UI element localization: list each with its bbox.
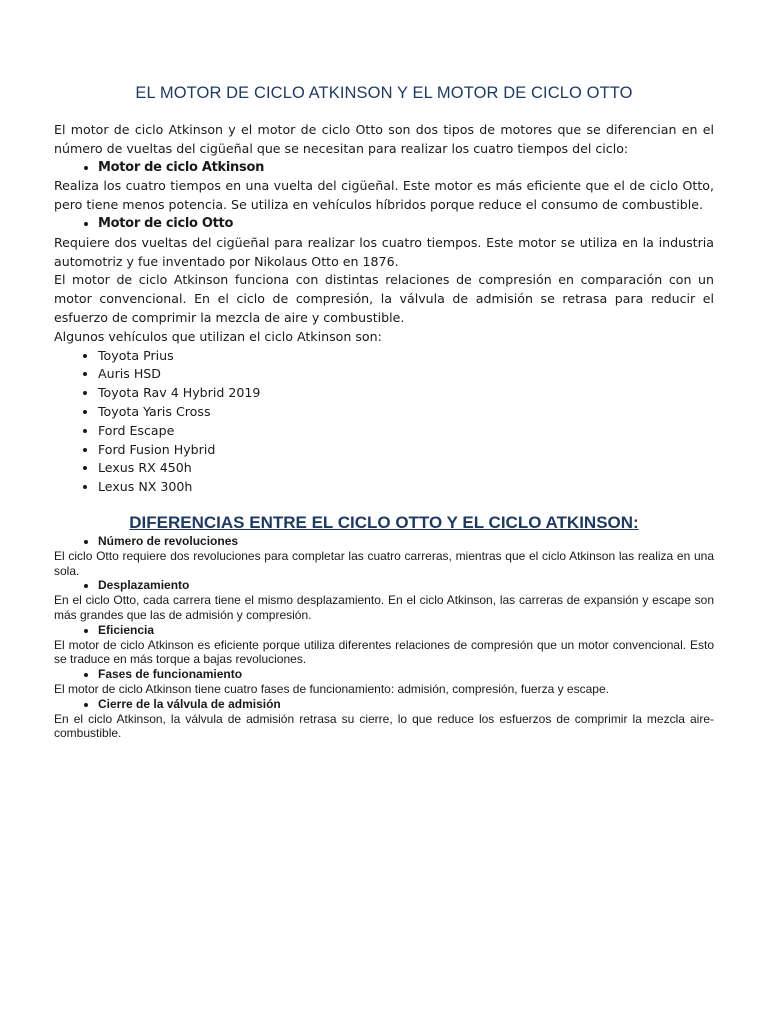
difference-heading-list: [54, 623, 714, 638]
difference-text: El ciclo Otto requiere dos revoluciones para completar las cuatro carreras, mientras que el ciclo Atkinson las realiza en una sola.: [54, 548, 714, 578]
difference-heading-list: [54, 578, 714, 593]
differences-title: DIFERENCIAS ENTRE EL CICLO OTTO Y EL CICLO ATKINSON:: [129, 513, 639, 532]
vehicle-item: • Lexus NX 300h: [98, 478, 714, 497]
difference-heading: • Desplazamiento: [98, 578, 714, 593]
difference-text: En el ciclo Atkinson, la válvula de admisión retrasa su cierre, lo que reduce los esfuerzos de comprimir la mezcla aire-combustible.: [54, 711, 714, 741]
intro-section: [54, 121, 714, 497]
vehicle-item: • Toyota Rav 4 Hybrid 2019: [98, 384, 714, 403]
vehicles-list: [54, 347, 714, 497]
difference-heading: • Eficiencia: [98, 623, 714, 638]
otto-heading-list: [54, 215, 714, 234]
compression-paragraph: El motor de ciclo Atkinson funciona con distintas relaciones de compresión en comparación con un motor convencional. En el ciclo de compresión, la válvula de admisión se retrasa para reducir el esfuerzo de comprimir la mezcla de aire y combustible.: [54, 272, 714, 325]
difference-heading: • Número de revoluciones: [98, 534, 714, 549]
vehicle-item: • Auris HSD: [98, 365, 714, 384]
vehicle-item: • Lexus RX 450h: [98, 459, 714, 478]
difference-heading: • Cierre de la válvula de admisión: [98, 697, 714, 712]
otto-paragraph: Requiere dos vueltas del cigüeñal para realizar los cuatro tiempos. Este motor se utiliza en la industria automotriz y fue inventado por Nikolaus Otto en 1876.: [54, 234, 714, 269]
difference-text: El motor de ciclo Atkinson es eficiente porque utiliza diferentes relaciones de compresión que un motor convencional. Esto se traduce en más torque a bajas revoluciones.: [54, 637, 714, 667]
vehicle-item: • Toyota Prius: [98, 347, 714, 366]
vehicle-item: • Ford Escape: [98, 422, 714, 441]
vehicles-intro: Algunos vehículos que utilizan el ciclo Atkinson son:: [54, 328, 382, 344]
difference-heading-list: [54, 667, 714, 682]
document-title: EL MOTOR DE CICLO ATKINSON Y EL MOTOR DE CICLO OTTO: [135, 84, 633, 102]
difference-text: En el ciclo Otto, cada carrera tiene el mismo desplazamiento. En el ciclo Atkinson, las carreras de expansión y escape son más grandes que las de admisión y compresión.: [54, 593, 714, 622]
intro-paragraph: El motor de ciclo Atkinson y el motor de ciclo Otto son dos tipos de motores que se diferencian en el número de vueltas del cigüeñal que se necesitan para realizar los cuatro tiempos del ciclo:: [54, 122, 714, 156]
atkinson-heading-list: [54, 159, 714, 178]
difference-text: El motor de ciclo Atkinson tiene cuatro fases de funcionamiento: admisión, compresión, fuerza y escape.: [54, 681, 609, 696]
otto-heading: • Motor de ciclo Otto: [98, 215, 714, 234]
difference-heading-list: [54, 534, 714, 549]
difference-heading-list: [54, 697, 714, 712]
differences-section: [54, 534, 714, 741]
vehicle-item: • Ford Fusion Hybrid: [98, 441, 714, 460]
atkinson-heading: • Motor de ciclo Atkinson: [98, 159, 714, 178]
difference-heading: • Fases de funcionamiento: [98, 667, 714, 682]
atkinson-paragraph: Realiza los cuatro tiempos en una vuelta del cigüeñal. Este motor es más eficiente que el de ciclo Otto, pero tiene menos potencia. Se utiliza en vehículos híbridos porque reduce el consumo de combustible.: [54, 178, 714, 213]
vehicle-item: • Toyota Yaris Cross: [98, 403, 714, 422]
